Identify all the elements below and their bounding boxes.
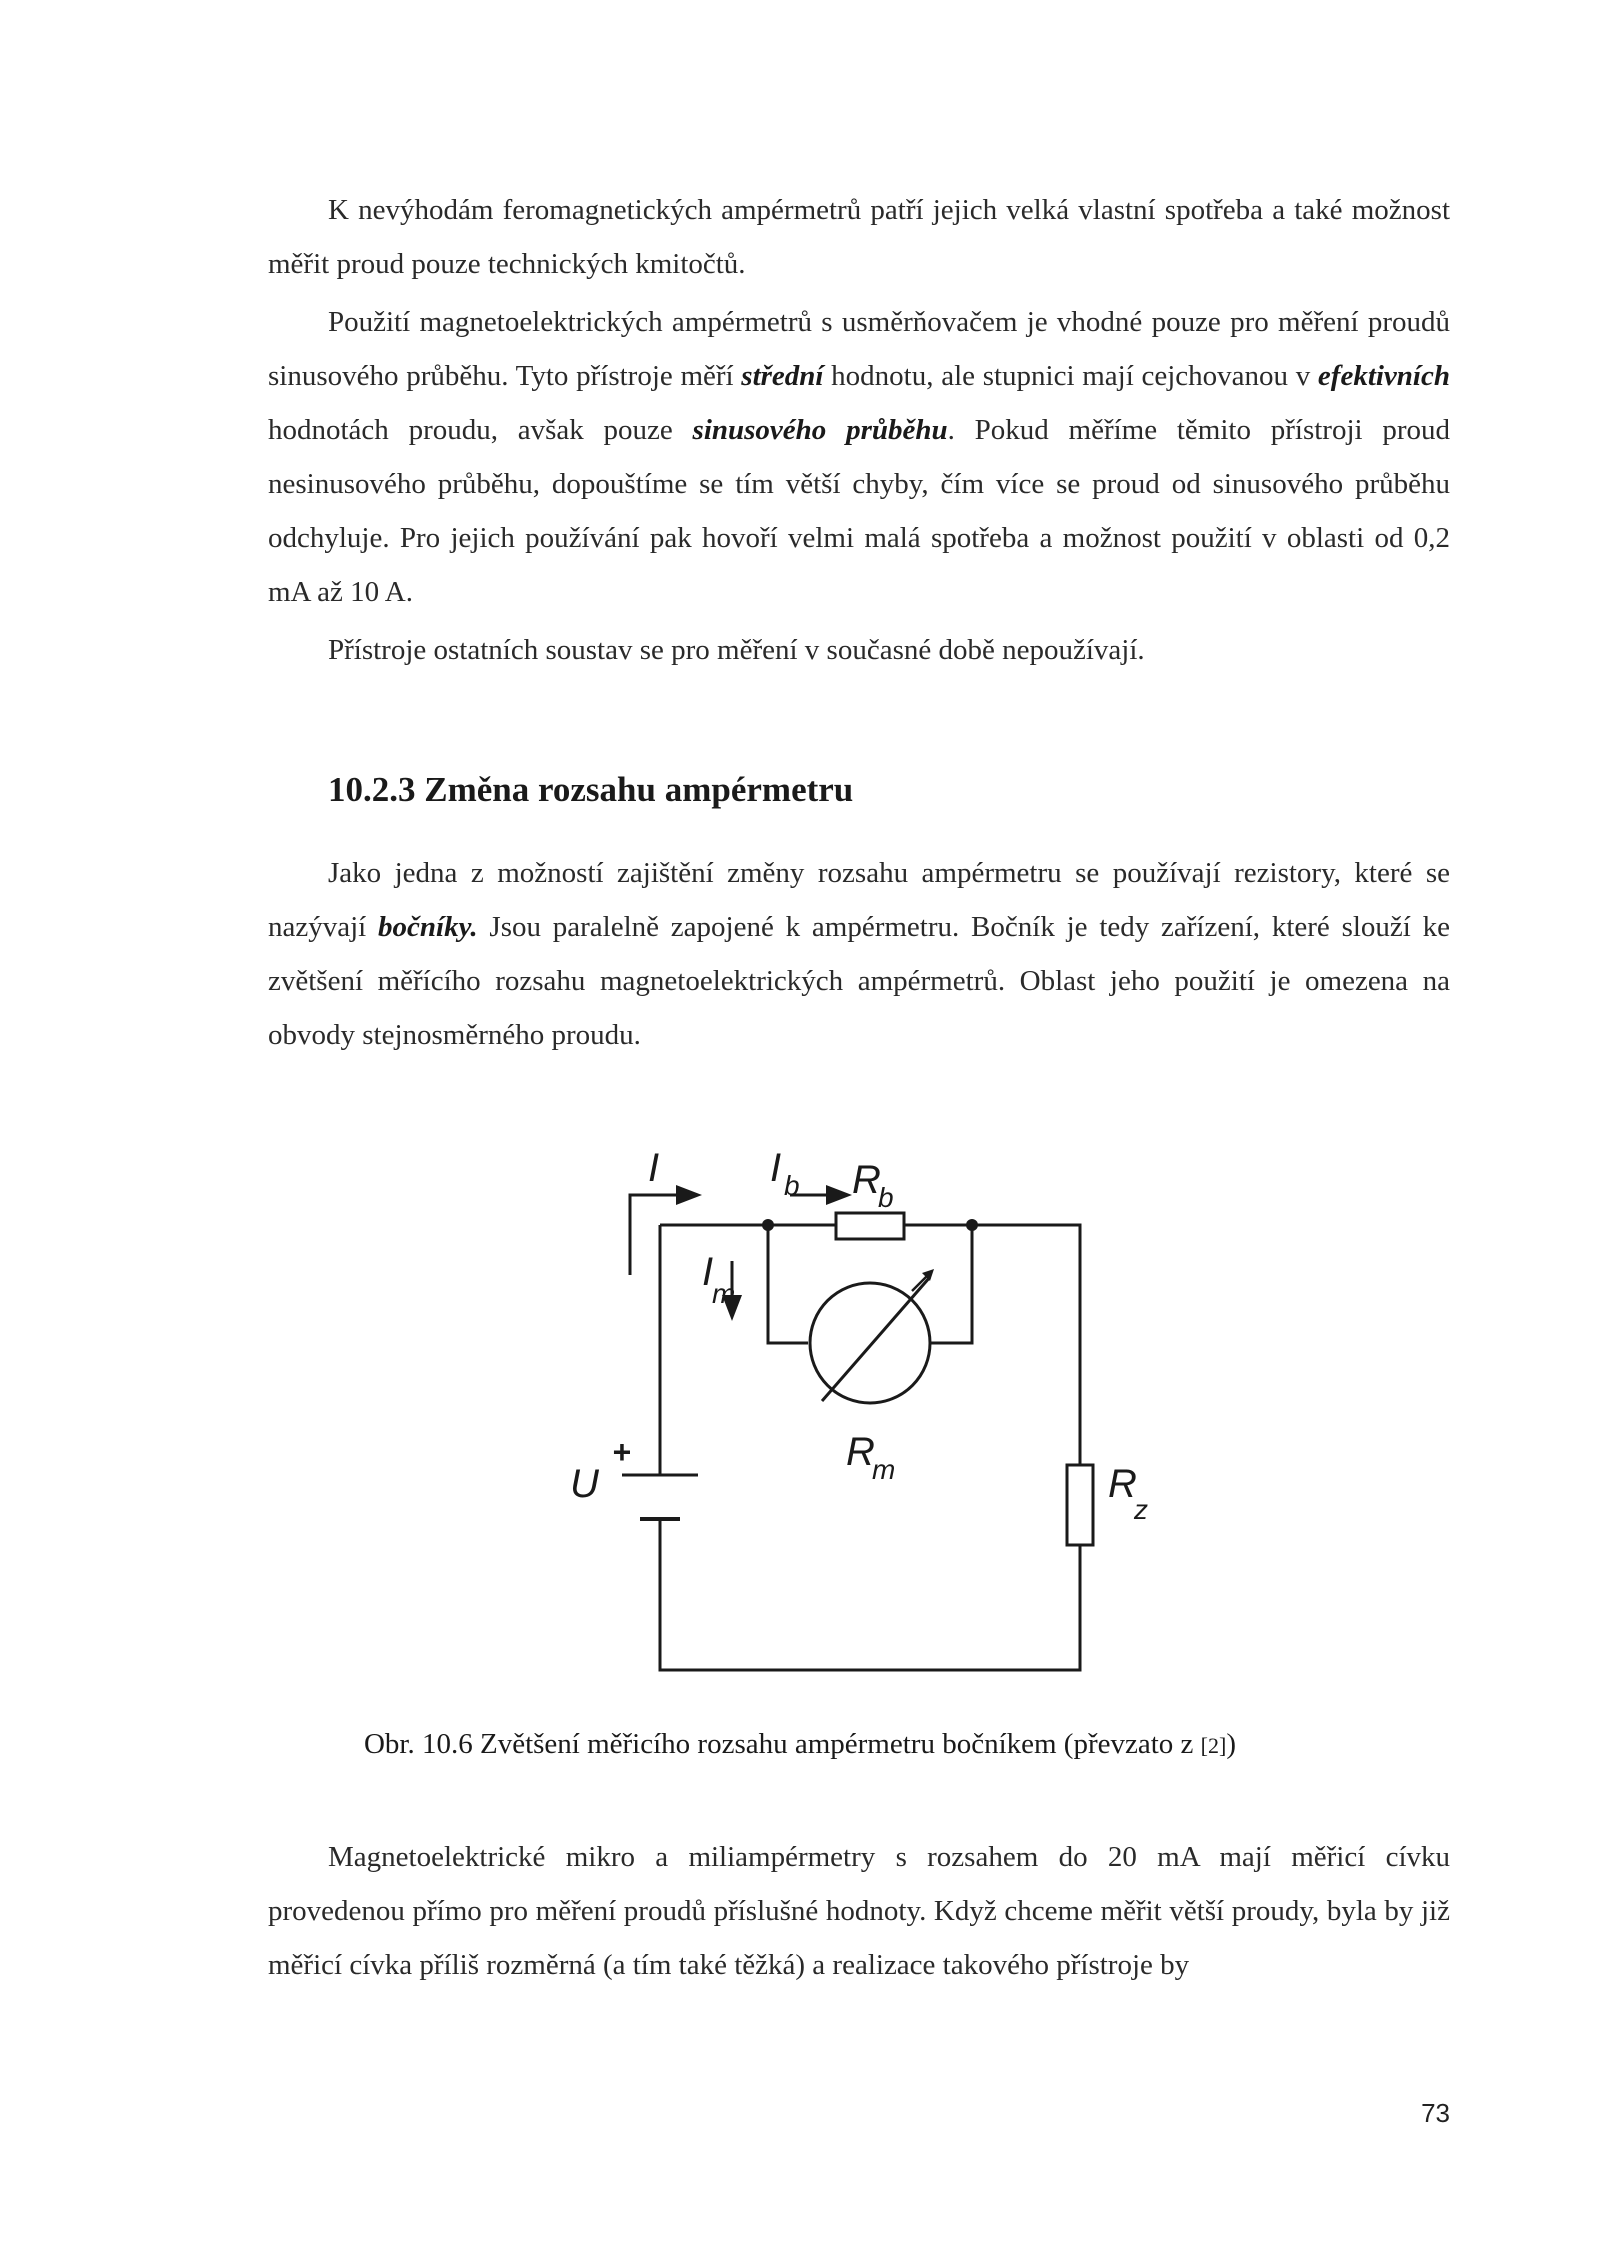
label-rb-subscript: b — [878, 1182, 894, 1213]
shunt-circuit-diagram — [560, 1135, 1148, 1695]
paragraph-text: hodnotu, ale stupnici mají cejchovanou v — [823, 360, 1318, 392]
caption-close: ) — [1226, 1728, 1236, 1760]
caption-text: Obr. 10.6 Zvětšení měřicího rozsahu ampérmetru bočníkem (převzato z — [363, 1728, 1201, 1760]
emphasis-stredni: střední — [741, 360, 824, 392]
label-rz-subscript: z — [1134, 1494, 1148, 1525]
text-block-intro — [268, 183, 1450, 677]
paragraph-text: Jako jedna z možností zajištění změny rozsahu ampérmetru se používají rezistory, které se nazývají — [268, 857, 1450, 943]
text-block-micro-ammeters — [268, 1830, 1450, 1992]
paragraph-text: hodnotách proudu, avšak pouze — [268, 414, 693, 446]
paragraph-text: Použití magnetoelektrických ampérmetrů s usměrňovačem je vhodné pouze pro měření proudů sinusového průběhu. Tyto přístroje měří — [268, 306, 1450, 392]
label-im: I — [702, 1250, 714, 1294]
text-block-range-change — [268, 846, 1450, 1062]
paragraph-other-systems: Přístroje ostatních soustav se pro měření v současné době nepoužívají. — [328, 634, 1145, 666]
caption-reference: [2] — [1200, 1733, 1227, 1758]
emphasis-efektivnich: efektivních — [1317, 360, 1450, 392]
page-number: 73 — [1421, 2098, 1450, 2128]
meter-branch-left — [768, 1225, 808, 1343]
paragraph-text: . Pokud měříme těmito přístroji proud nesinusového průběhu, dopouštíme se tím větší chyby, čím více se proud od sinusového průběhu odchyluje. Pro jejich používání pak hovoří velmi malá spotřeba a možnost použití v oblasti od 0,2 mA až 10 A. — [268, 414, 1450, 608]
ammeter-circle — [810, 1283, 930, 1403]
emphasis-sinusoveho-prubehu: sinusového průběhu — [692, 414, 948, 446]
junction-node-left — [762, 1219, 774, 1231]
current-i-arrow-stem — [630, 1195, 678, 1275]
label-rm: R — [846, 1430, 875, 1474]
load-resistor-rz — [1067, 1465, 1093, 1545]
shunt-resistor-rb — [836, 1213, 904, 1239]
paragraph-shunts — [268, 846, 1450, 1062]
current-i-arrowhead — [676, 1185, 702, 1205]
label-rm-subscript: m — [872, 1454, 896, 1485]
section-heading: 10.2.3 Změna rozsahu ampérmetru — [328, 770, 854, 809]
label-plus: + — [612, 1434, 631, 1470]
emphasis-bocniky: bočníky. — [378, 911, 478, 943]
bottom-wire — [660, 1519, 1080, 1670]
label-rz: R — [1108, 1462, 1137, 1506]
current-ib-arrowhead — [826, 1185, 852, 1205]
label-i: I — [648, 1146, 660, 1190]
paragraph-text: Jsou paralelně zapojené k ampérmetru. Bočník je tedy zařízení, které slouží ke zvětšení měřícího rozsahu magnetoelektrických ampérmetrů. Oblast jeho použití je omezena na obvody stejnosměrného proudu. — [268, 911, 1450, 1051]
paragraph-micro-ammeters: Magnetoelektrické mikro a miliampérmetry s rozsahem do 20 mA mají měřicí cívku provedenou přímo pro měření proudů příslušné hodnoty. Když chceme měřit větší proudy, byla by již měřicí cívka příliš rozměrná (a tím také těžká) a realizace takového přístroje by — [268, 1841, 1450, 1981]
junction-node-right — [966, 1219, 978, 1231]
label-ib: I — [770, 1146, 782, 1190]
label-ib-subscript: b — [784, 1170, 800, 1201]
label-u: U — [570, 1462, 599, 1506]
figure-caption — [0, 1728, 1600, 1761]
paragraph-ferromagnetic-drawbacks: K nevýhodám feromagnetických ampérmetrů patří jejich velká vlastní spotřeba a také možnost měřit proud pouze technických kmitočtů. — [268, 194, 1450, 280]
meter-branch-right — [930, 1225, 972, 1343]
label-im-subscript: m — [712, 1278, 736, 1309]
label-rb: R — [852, 1158, 881, 1202]
paragraph-rectifier-ammeters — [268, 295, 1450, 619]
